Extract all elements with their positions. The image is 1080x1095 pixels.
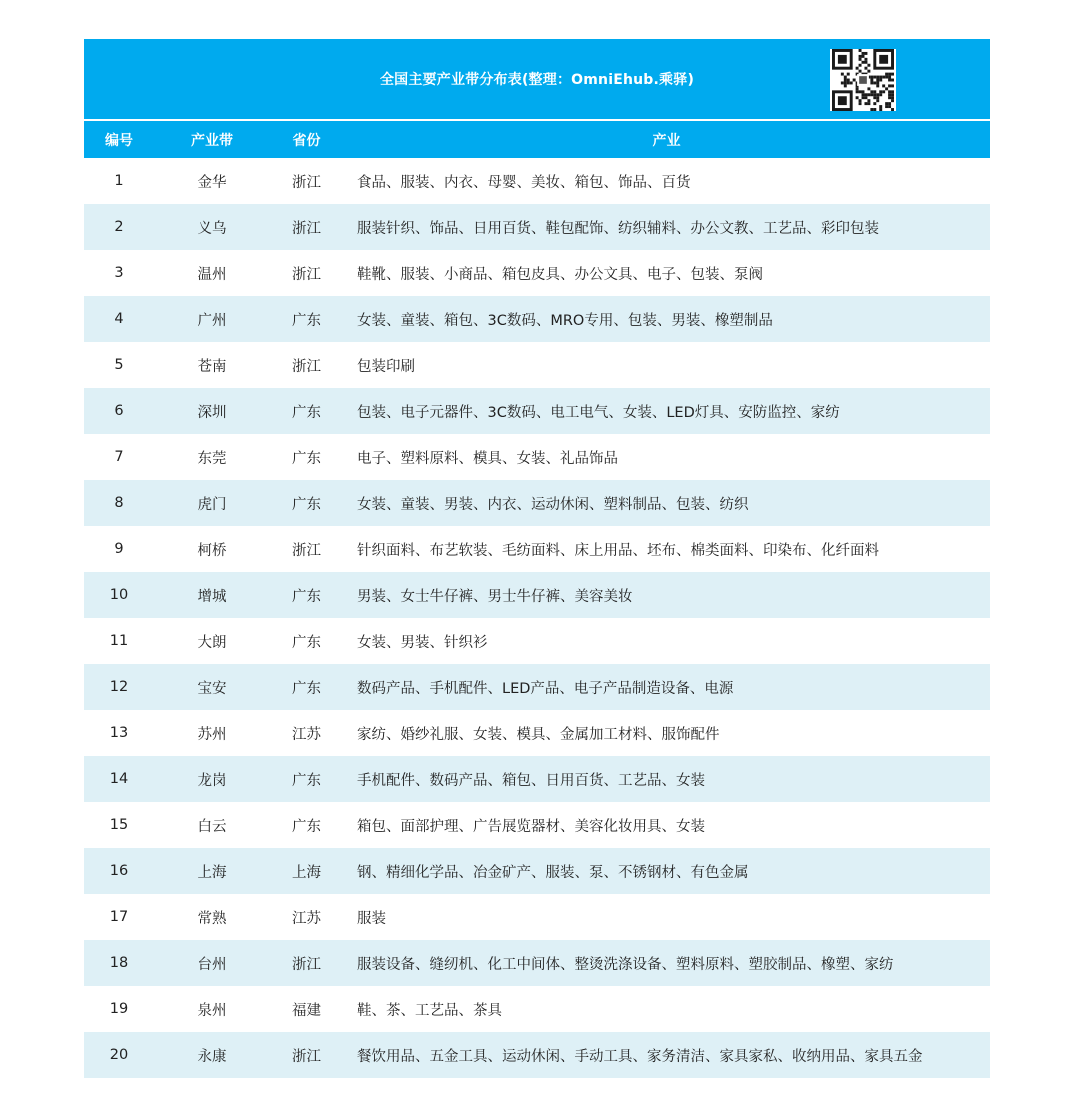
qr-code-icon <box>830 49 896 111</box>
cell-num: 15 <box>109 817 129 833</box>
cell-num: 8 <box>114 495 124 511</box>
table-row <box>84 894 990 940</box>
cell-province: 浙江 <box>292 956 321 973</box>
cell-industry: 数码产品、手机配件、LED产品、电子产品制造设备、电源 <box>357 680 734 697</box>
cell-industry: 女装、童装、男装、内衣、运动休闲、塑料制品、包装、纺织 <box>357 496 749 513</box>
cell-num: 11 <box>109 633 129 649</box>
cell-num: 17 <box>109 909 129 925</box>
cell-belt: 永康 <box>197 1048 227 1065</box>
cell-num: 14 <box>109 771 129 787</box>
cell-industry: 电子、塑料原料、模具、女装、礼品饰品 <box>357 450 618 467</box>
cell-num: 20 <box>109 1047 129 1063</box>
table-row <box>84 986 990 1032</box>
cell-belt: 义乌 <box>197 220 227 237</box>
cell-province: 浙江 <box>292 174 321 191</box>
cell-industry: 箱包、面部护理、广告展览器材、美容化妆用具、女装 <box>357 818 705 835</box>
table-row <box>84 388 990 434</box>
cell-province: 广东 <box>292 404 321 421</box>
cell-province: 福建 <box>292 1002 321 1019</box>
cell-belt: 台州 <box>197 956 227 973</box>
table-row <box>84 342 990 388</box>
cell-province: 广东 <box>292 588 321 605</box>
cell-province: 浙江 <box>292 358 321 375</box>
cell-num: 6 <box>114 403 124 419</box>
cell-belt: 东莞 <box>197 450 227 467</box>
cell-num: 2 <box>114 219 124 235</box>
cell-belt: 温州 <box>197 266 227 283</box>
column-header-num: 编号 <box>105 132 133 149</box>
cell-belt: 白云 <box>197 818 227 835</box>
cell-industry: 男装、女士牛仔裤、男士牛仔裤、美容美妆 <box>357 588 633 605</box>
cell-belt: 泉州 <box>197 1002 227 1019</box>
cell-belt: 大朗 <box>197 634 227 651</box>
cell-province: 广东 <box>292 496 321 513</box>
cell-belt: 龙岗 <box>197 772 227 789</box>
table-row <box>84 664 990 710</box>
cell-industry: 包装印刷 <box>357 358 415 375</box>
table-row <box>84 756 990 802</box>
table-row <box>84 572 990 618</box>
cell-industry: 女装、童装、箱包、3C数码、MRO专用、包装、男装、橡塑制品 <box>357 312 773 329</box>
cell-num: 16 <box>109 863 129 879</box>
table-row <box>84 802 990 848</box>
cell-industry: 鞋靴、服装、小商品、箱包皮具、办公文具、电子、包装、泵阀 <box>357 266 763 283</box>
cell-industry: 包装、电子元器件、3C数码、电工电气、女装、LED灯具、安防监控、家纺 <box>357 404 840 421</box>
cell-num: 18 <box>109 955 129 971</box>
cell-num: 7 <box>114 449 124 465</box>
cell-industry: 针织面料、布艺软装、毛纺面料、床上用品、坯布、棉类面料、印染布、化纤面料 <box>357 542 879 559</box>
cell-province: 广东 <box>292 772 321 789</box>
cell-num: 12 <box>109 679 129 695</box>
cell-industry: 钢、精细化学品、冶金矿产、服装、泵、不锈钢材、有色金属 <box>357 864 749 881</box>
table-row <box>84 710 990 756</box>
table-body <box>84 158 990 1078</box>
cell-belt: 深圳 <box>197 404 227 421</box>
cell-num: 10 <box>109 587 129 603</box>
cell-num: 13 <box>109 725 129 741</box>
cell-province: 上海 <box>292 864 321 881</box>
cell-num: 9 <box>114 541 124 557</box>
cell-province: 浙江 <box>292 1048 321 1065</box>
cell-province: 广东 <box>292 680 321 697</box>
cell-province: 浙江 <box>292 542 321 559</box>
column-header-belt: 产业带 <box>191 132 233 149</box>
cell-province: 浙江 <box>292 220 321 237</box>
industry-belt-table <box>84 39 990 1078</box>
cell-industry: 服装针织、饰品、日用百货、鞋包配饰、纺织辅料、办公文教、工艺品、彩印包装 <box>357 220 879 237</box>
cell-industry: 手机配件、数码产品、箱包、日用百货、工艺品、女装 <box>357 772 705 789</box>
table-title-bar <box>84 39 990 119</box>
cell-belt: 苍南 <box>197 358 227 375</box>
table-row <box>84 250 990 296</box>
cell-province: 广东 <box>292 634 321 651</box>
cell-num: 4 <box>114 311 124 327</box>
cell-belt: 上海 <box>197 864 227 881</box>
table-row <box>84 526 990 572</box>
table-header-row <box>84 121 990 158</box>
cell-industry: 女装、男装、针织衫 <box>357 634 488 651</box>
column-header-industry: 产业 <box>652 132 681 149</box>
table-title: 全国主要产业带分布表(整理：OmniEhub.乘驿) <box>379 72 695 88</box>
cell-belt: 增城 <box>197 588 227 605</box>
cell-industry: 鞋、茶、工艺品、茶具 <box>357 1002 502 1019</box>
cell-industry: 食品、服装、内衣、母婴、美妆、箱包、饰品、百货 <box>357 174 691 191</box>
cell-industry: 家纺、婚纱礼服、女装、模具、金属加工材料、服饰配件 <box>357 726 720 743</box>
table-row <box>84 158 990 204</box>
cell-num: 1 <box>114 173 124 189</box>
cell-belt: 虎门 <box>197 496 227 513</box>
cell-num: 3 <box>114 265 124 281</box>
table-row <box>84 848 990 894</box>
table-row <box>84 940 990 986</box>
cell-province: 广东 <box>292 450 321 467</box>
cell-belt: 宝安 <box>197 680 227 697</box>
cell-province: 江苏 <box>292 726 321 743</box>
cell-province: 浙江 <box>292 266 321 283</box>
cell-belt: 常熟 <box>197 910 227 927</box>
table-row <box>84 480 990 526</box>
cell-industry: 服装 <box>357 910 386 927</box>
cell-belt: 广州 <box>197 312 227 329</box>
cell-province: 江苏 <box>292 910 321 927</box>
cell-belt: 金华 <box>197 174 227 191</box>
cell-province: 广东 <box>292 818 321 835</box>
table-row <box>84 618 990 664</box>
column-header-province: 省份 <box>292 132 321 149</box>
cell-num: 5 <box>114 357 124 373</box>
cell-province: 广东 <box>292 312 321 329</box>
table-row <box>84 434 990 480</box>
table-row <box>84 1032 990 1078</box>
table-row <box>84 296 990 342</box>
table-row <box>84 204 990 250</box>
cell-belt: 苏州 <box>197 726 227 743</box>
cell-industry: 餐饮用品、五金工具、运动休闲、手动工具、家务清洁、家具家私、收纳用品、家具五金 <box>357 1048 923 1065</box>
cell-belt: 柯桥 <box>197 542 227 559</box>
cell-num: 19 <box>109 1001 129 1017</box>
cell-industry: 服装设备、缝纫机、化工中间体、整烫洗涤设备、塑料原料、塑胶制品、橡塑、家纺 <box>357 956 894 973</box>
